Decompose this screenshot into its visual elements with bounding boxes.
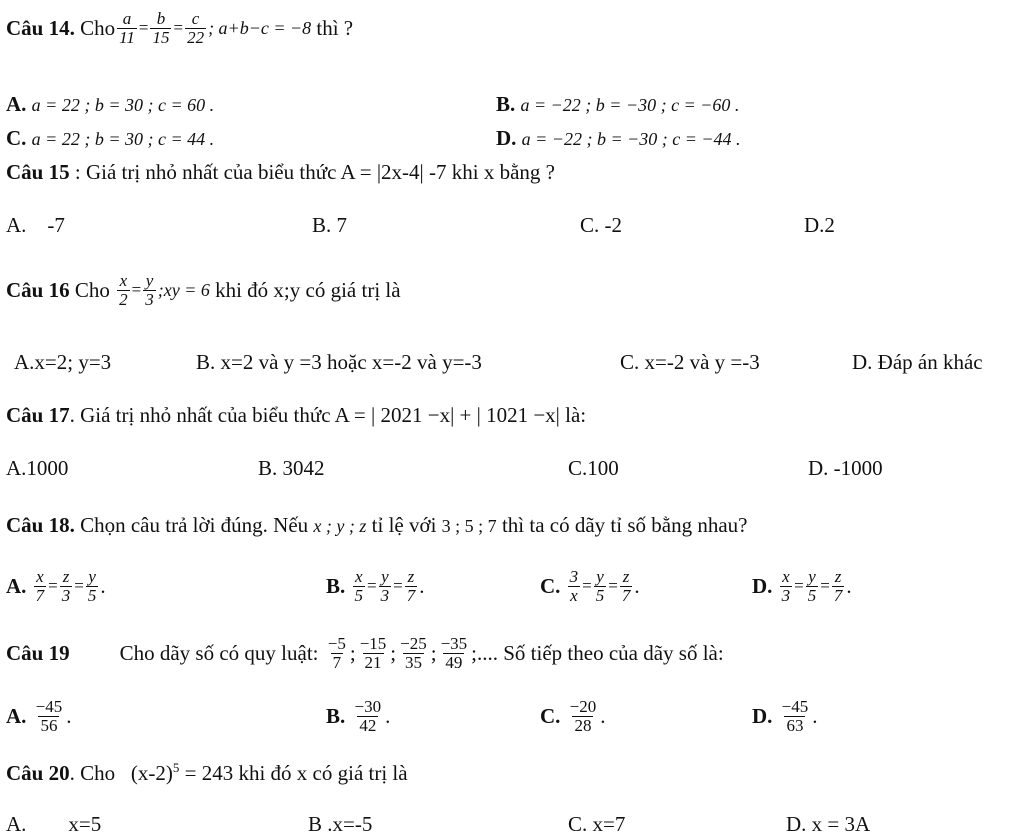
q19-option-a: A. $\frac{-45}{56}$ . bbox=[6, 697, 72, 735]
question-20 bbox=[6, 760, 408, 786]
question-18 bbox=[6, 513, 747, 538]
q14-post: thì ? bbox=[316, 15, 354, 40]
q16-post: khi đó x;y có giá trị là bbox=[215, 277, 401, 302]
q19-tail: ;.... Số tiếp theo của dãy số là: bbox=[471, 640, 724, 665]
q17-option-a: A.1000 bbox=[6, 456, 69, 480]
q18-option-c: C. $\frac{3}{x}$ = $\frac{y}{5}$ = $\frac{z}{7}$ . bbox=[540, 567, 640, 605]
question-17 bbox=[6, 403, 586, 428]
q17-option-c: C.100 bbox=[568, 456, 619, 480]
q14-option-d: D. a = −22 ; b = −30 ; c = −44 . bbox=[496, 126, 741, 150]
q14-fraction-1: $\frac{a}{11}$ bbox=[119, 9, 135, 47]
q14-number: Câu 14. bbox=[6, 15, 75, 40]
q20-option-c: C. x=7 bbox=[568, 812, 626, 836]
q18-vars: x ; y ; z bbox=[313, 516, 367, 536]
q20-post: khi đó x có giá trị là bbox=[238, 761, 408, 785]
q18-option-d: D. $\frac{x}{3}$ = $\frac{y}{5}$ = $\frac{z}{7}$ . bbox=[752, 567, 852, 605]
q15-option-a: A. -7 bbox=[6, 213, 65, 237]
q16-condition: ;xy = 6 bbox=[157, 279, 210, 300]
q15-text: : Giá trị nhỏ nhất của biểu thức A = |2x-4| -7 khi x bằng ? bbox=[74, 160, 555, 184]
q17-option-b: B. 3042 bbox=[258, 456, 325, 480]
q20-option-d: D. x = 3A bbox=[786, 812, 871, 836]
q19-number: Câu 19 bbox=[6, 640, 70, 665]
q19-option-c: C. $\frac{-20}{28}$ . bbox=[540, 697, 606, 735]
q19-option-d: D. $\frac{-45}{63}$ . bbox=[752, 697, 818, 735]
q14-condition: ; a+b−c = −8 bbox=[208, 17, 312, 38]
q17-option-d: D. -1000 bbox=[808, 456, 883, 480]
q14-fraction-3: $\frac{c}{22}$ bbox=[187, 9, 205, 47]
q16-fraction-1: $\frac{x}{2}$ bbox=[119, 271, 128, 309]
q20-option-b: B .x=-5 bbox=[308, 812, 373, 836]
q15-option-b: B. 7 bbox=[312, 213, 348, 237]
q16-fraction-2: $\frac{y}{3}$ bbox=[145, 271, 154, 309]
q14-pre: Cho bbox=[80, 15, 116, 40]
q20-option-a: A. x=5 bbox=[6, 812, 102, 836]
question-15 bbox=[6, 160, 555, 185]
q16-option-a: A.x=2; y=3 bbox=[14, 350, 112, 374]
q14-option-a: A. a = 22 ; b = 30 ; c = 60 . bbox=[6, 92, 215, 116]
q17-number: Câu 17 bbox=[6, 403, 70, 427]
q14-fraction-2: $\frac{b}{15}$ bbox=[152, 9, 170, 47]
q18-text-3: thì ta có dãy tỉ số bằng nhau? bbox=[501, 513, 748, 537]
q14-option-c: C. a = 22 ; b = 30 ; c = 44 . bbox=[6, 126, 215, 150]
q18-text-1: Chọn câu trả lời đúng. Nếu bbox=[80, 513, 309, 537]
q16-number: Câu 16 bbox=[6, 277, 70, 302]
q15-option-c: C. -2 bbox=[580, 213, 622, 237]
q15-option-d: D.2 bbox=[804, 213, 835, 237]
question-16: Câu 16 Cho $\frac{x}{2}$ = $\frac{y}{3}$ ;xy = 6 khi đó x;y có giá trị là bbox=[6, 271, 401, 309]
q15-number: Câu 15 bbox=[6, 160, 70, 184]
q18-option-a: A. $\frac{x}{7}$ = $\frac{z}{3}$ = $\frac{y}{5}$ . bbox=[6, 567, 106, 605]
question-14: Câu 14. Cho $\frac{a}{11}$ = $\frac{b}{15}$ = $\frac{c}{22}$ ; a+b−c = −8 thì ? bbox=[6, 9, 354, 47]
q14-option-b: B. a = −22 ; b = −30 ; c = −60 . bbox=[496, 92, 740, 116]
q19-text: Cho dãy số có quy luật: bbox=[119, 640, 319, 665]
q18-option-b: B. $\frac{x}{5}$ = $\frac{y}{3}$ = $\frac{z}{7}$ . bbox=[326, 567, 425, 605]
q20-number: Câu 20 bbox=[6, 761, 70, 785]
q20-expression: $(x-2)^5 = 243$ bbox=[130, 760, 234, 785]
q16-pre: Cho bbox=[74, 277, 110, 302]
question-19: Câu 19 Cho dãy số có quy luật: $\frac{-5}{7}$ ; $\frac{-15}{21}$ ; $\frac{-25}{35}$ ; $\frac{-35}{49}$ ;.... Số tiếp theo của dãy số là: bbox=[6, 634, 724, 672]
q18-nums: 3 ; 5 ; 7 bbox=[441, 516, 497, 536]
q19-option-b: B. $\frac{-30}{42}$ . bbox=[326, 697, 391, 735]
q20-pre: . Cho bbox=[69, 761, 116, 785]
q16-option-b: B. x=2 và y =3 hoặc x=-2 và y=-3 bbox=[196, 350, 482, 374]
q18-text-2: tỉ lệ với bbox=[371, 513, 437, 537]
q16-option-c: C. x=-2 và y =-3 bbox=[620, 350, 760, 374]
q17-text: . Giá trị nhỏ nhất của biểu thức A = | 2021 −x| + | 1021 −x| là: bbox=[69, 403, 587, 427]
q18-number: Câu 18. bbox=[6, 513, 75, 537]
q16-option-d: D. Đáp án khác bbox=[852, 350, 983, 374]
